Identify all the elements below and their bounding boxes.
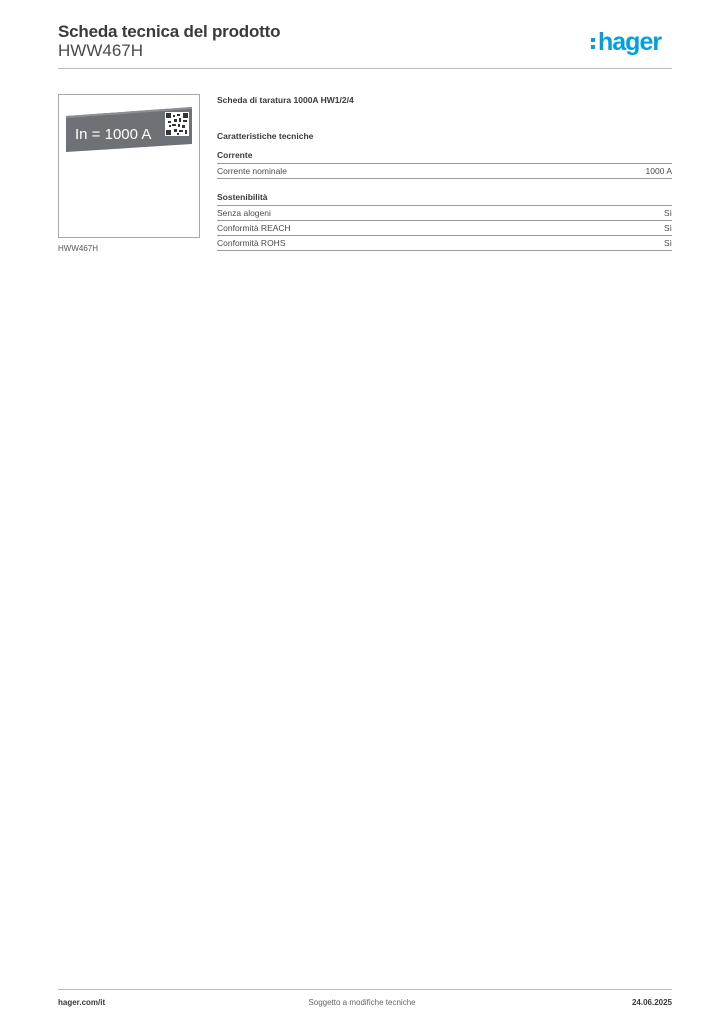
logo-text: hager (598, 28, 662, 56)
product-name: Scheda di taratura 1000A HW1/2/4 (217, 95, 354, 105)
logo-colon-icon (591, 38, 595, 49)
spec-value: Sì (663, 208, 672, 218)
spec-value: 1000 A (645, 166, 672, 176)
spec-label: Corrente nominale (217, 166, 287, 176)
spec-label: Senza alogeni (217, 208, 271, 218)
calibration-label-image (65, 106, 192, 152)
page-title: Scheda tecnica del prodotto (58, 22, 281, 41)
group-title-corrente: Corrente (217, 149, 672, 164)
spec-row (217, 236, 672, 251)
spec-value: Sì (663, 238, 672, 248)
spec-row (217, 206, 672, 221)
hager-logo (591, 28, 661, 56)
product-code: HWW467H (58, 41, 144, 60)
section-heading: Caratteristiche tecniche (217, 131, 314, 141)
header-divider (58, 68, 672, 69)
product-image-frame (58, 94, 200, 238)
spec-label: Conformità REACH (217, 223, 291, 233)
qr-code-icon (165, 112, 189, 136)
specifications (217, 93, 672, 251)
image-caption: HWW467H (58, 244, 99, 253)
group-title-sostenibilita: Sostenibilità (217, 191, 672, 206)
footer-divider (58, 989, 672, 990)
footer-website-link[interactable]: hager.com/it (58, 998, 106, 1007)
footer-date: 24.06.2025 (631, 998, 672, 1007)
spec-value: Sì (663, 223, 672, 233)
spec-row (217, 164, 672, 179)
footer-note: Soggetto a modifiche tecniche (308, 998, 416, 1007)
spec-label: Conformità ROHS (217, 238, 286, 248)
spec-row (217, 221, 672, 236)
label-rating-text: In = 1000 A (75, 126, 152, 143)
